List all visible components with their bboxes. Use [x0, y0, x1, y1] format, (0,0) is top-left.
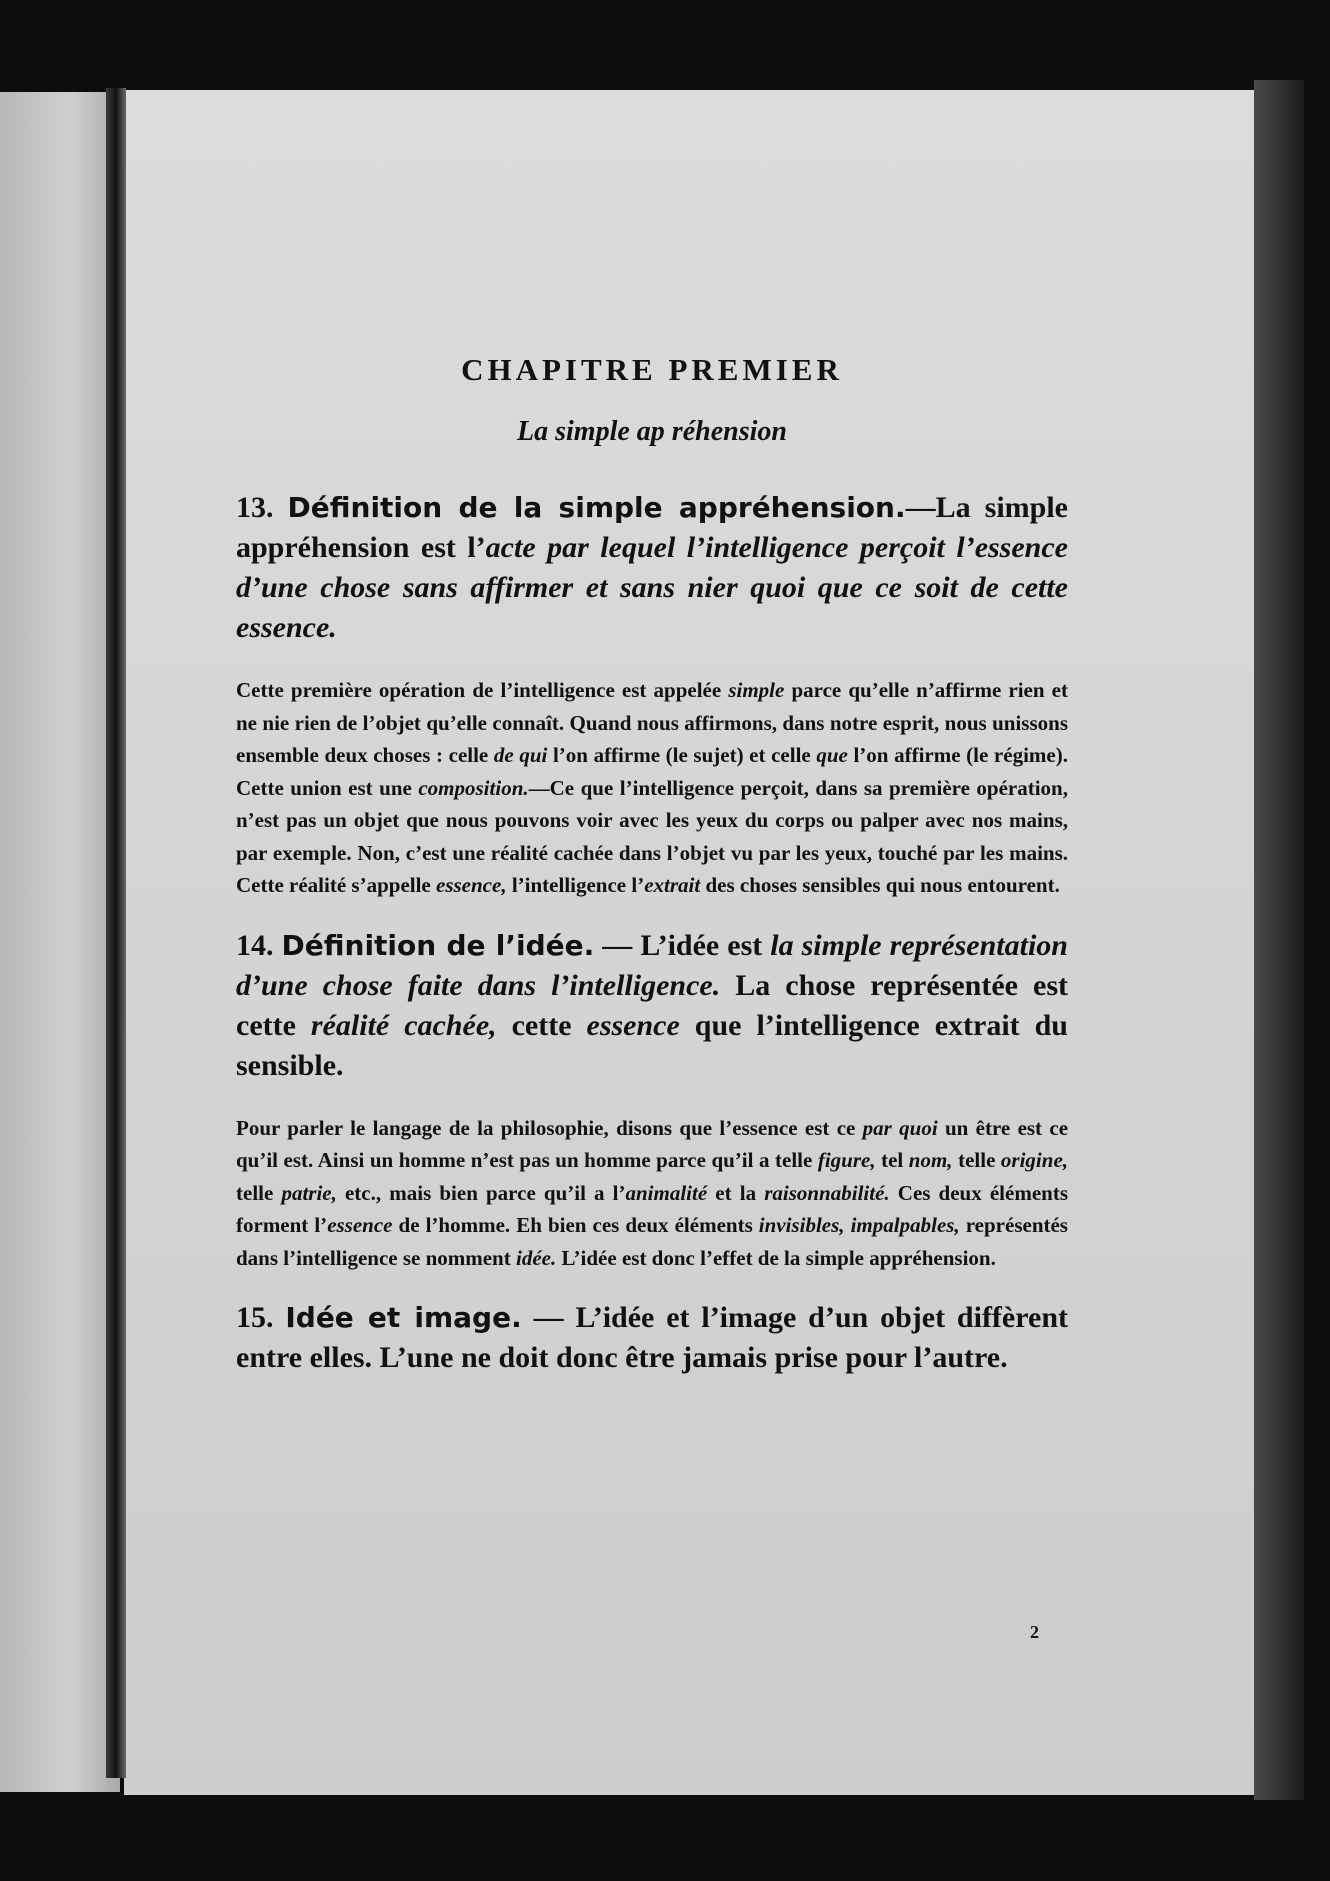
text-run: parce qu’elle n’affirme rien et ne nie rien de l’objet qu’elle connaît. Quand nous affirmons, dans notre esprit, nous unissons ensemble deux choses : celle [236, 678, 1068, 767]
right-page-edge [1254, 80, 1304, 1800]
page-number: 2 [1030, 1622, 1039, 1642]
italic-run: simple [728, 678, 785, 702]
italic-run: extrait [644, 873, 701, 897]
italic-run: idée. [515, 1245, 557, 1270]
section-15 [236, 1298, 1068, 1378]
section-text: —La simple appréhension est l’ [236, 491, 1068, 564]
text-run: telle [236, 1180, 282, 1205]
italic-run: origine, [1000, 1148, 1069, 1172]
text-run: que l’intelligence extrait du sensible. [236, 1008, 1068, 1082]
section-definition: la simple représentation d’une chose faite dans l’intelligence. [236, 928, 1068, 1002]
text-run: des choses sensibles qui nous entourent. [700, 873, 1060, 897]
text-run: Cette première opération de l’intelligence est appelée [236, 678, 729, 702]
section-13 [236, 488, 1068, 648]
section-definition: acte par lequel l’intelligence perçoit l’essence d’une chose sans affirmer et sans nier quoi que ce soit de cette essence. [236, 531, 1068, 644]
italic-run: de qui [493, 743, 548, 767]
italic-run: invisibles, impalpables, [758, 1213, 960, 1237]
italic-run: par quoi [862, 1115, 938, 1140]
text-run: et la [707, 1180, 765, 1205]
section-heading: Définition de la simple appréhension. [287, 491, 906, 524]
text-run: un être est ce qu’il est. Ainsi un homme n’est pas un homme parce qu’il a telle [236, 1115, 1069, 1172]
section-text: — L’idée et l’image d’un objet diffèrent entre elles. L’une ne doit donc être jamais prise pour l’autre. [236, 1301, 1068, 1374]
italic-run: essence [327, 1213, 393, 1237]
text-run: L’idée est donc l’effet de la simple appréhension. [556, 1245, 996, 1270]
section-heading: Idée et image. [285, 1301, 522, 1334]
italic-run: essence, [436, 873, 507, 897]
italic-run: patrie, [281, 1180, 337, 1205]
italic-run: réalité cachée, [310, 1008, 497, 1042]
text-run: telle [952, 1148, 1001, 1172]
page-content [236, 352, 1068, 1404]
text-run: etc., mais bien parce qu’il a l’ [336, 1180, 626, 1205]
section-14 [236, 926, 1068, 1086]
text-run: tel [875, 1148, 909, 1172]
section-number: 15. [236, 1301, 274, 1334]
section-number: 13. [236, 491, 274, 524]
italic-run: essence [586, 1008, 680, 1042]
text-run: de l’homme. Eh bien ces deux éléments [392, 1213, 759, 1237]
italic-run: que [816, 743, 848, 767]
text-run: La chose représentée est cette [236, 968, 1068, 1042]
text-run: l’on affirme (le régime). Cette union est une [236, 743, 1068, 800]
italic-run: figure, [817, 1148, 876, 1172]
text-run: —Ce que l’intelligence perçoit, dans sa première opération, n’est pas un objet que nous pouvons voir avec les yeux du corps ou palper avec nos mains, par exemple. Non, c’est une réalité cachée dans l’objet vu par les yeux, touché par les mains. Cette réalité s’appelle [236, 775, 1068, 897]
italic-run: nom, [908, 1148, 953, 1172]
left-page-edge [0, 92, 120, 1792]
text-run: l’intelligence l’ [506, 873, 645, 897]
chapter-subtitle: La simple ap réhension [517, 416, 787, 447]
chapter-title: CHAPITRE PREMIER [461, 352, 843, 387]
text-run: représentés dans l’intelligence se nomment [236, 1213, 1068, 1270]
paragraph-14 [236, 1112, 1068, 1275]
text-run: Pour parler le langage de la philosophie, disons que l’essence est ce [236, 1115, 863, 1140]
italic-run: animalité [625, 1180, 708, 1205]
text-run: cette [496, 1008, 587, 1042]
italic-run: composition. [418, 775, 529, 800]
italic-run: raisonnabilité. [764, 1180, 890, 1205]
book-gutter [106, 88, 126, 1778]
section-heading: Définition de l’idée. [281, 928, 595, 962]
section-text: — L’idée est [594, 928, 771, 962]
paragraph-13 [236, 674, 1068, 902]
text-run: l’on affirme (le sujet) et celle [547, 743, 817, 767]
section-number: 14. [236, 928, 274, 962]
text-run: Ces deux éléments forment l’ [236, 1180, 1068, 1237]
